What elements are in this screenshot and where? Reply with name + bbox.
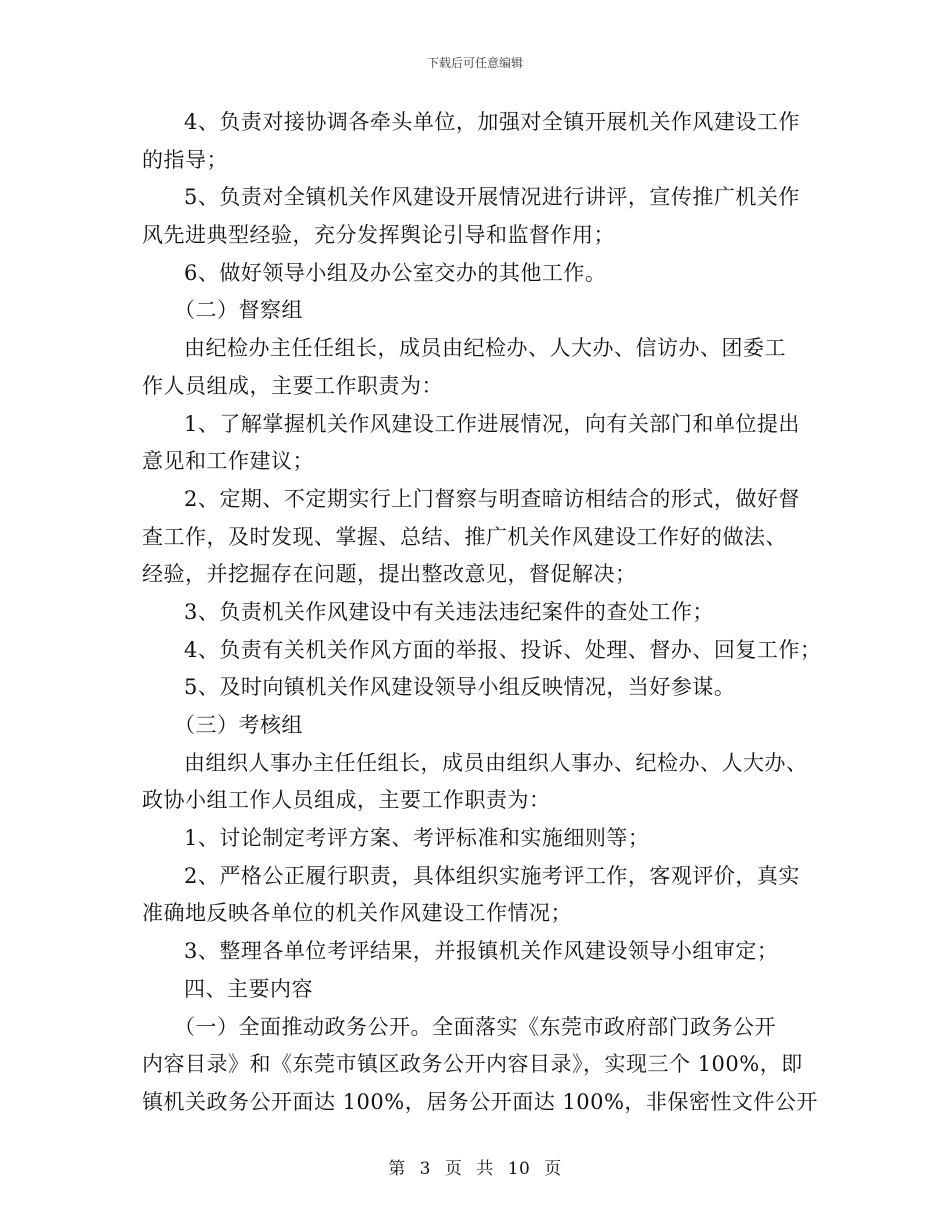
text-line: 四、主要内容 [184, 976, 313, 1001]
text-line: （二）督察组 [174, 298, 303, 323]
text-line: 查工作，及时发现、掌握、总结、推广机关作风建设工作好的做法、 [142, 524, 787, 549]
text-line: 由组织人事办主任任组长，成员由组织人事办、纪检办、人大办、 [184, 750, 808, 775]
document-body [142, 104, 822, 1122]
footer-suffix: 页 [544, 1159, 562, 1179]
text-line: 5、及时向镇机关作风建设领导小组反映情况，当好参谋。 [184, 675, 736, 700]
text-line: 6、做好领导小组及办公室交办的其他工作。 [184, 260, 607, 285]
page-header: 下载后可任意编辑 [426, 56, 523, 70]
text-line: （一）全面推动政务公开。全面落实《东莞市政府部门政务公开 [174, 1014, 776, 1039]
text-line: 3、整理各单位考评结果，并报镇机关作风建设领导小组审定； [184, 939, 779, 964]
text-line: 2、严格公正履行职责，具体组织实施考评工作，客观评价，真实 [184, 863, 800, 888]
footer-total-word: 共 [476, 1159, 494, 1179]
text-line: 1、了解掌握机关作风建设工作进展情况，向有关部门和单位提出 [184, 411, 800, 436]
text-line: 由纪检办主任任组长，成员由纪检办、人大办、信访办、团委工 [184, 336, 786, 361]
text-line: 1、讨论制定考评方案、考评标准和实施细则等； [184, 826, 650, 851]
text-line: 的指导； [142, 147, 228, 172]
text-line: 风先进典型经验，充分发挥舆论引导和监督作用； [142, 223, 615, 248]
text-line: 内容目录》和《东莞市镇区政务公开内容目录》，实现三个 100%，即 [142, 1052, 803, 1077]
text-line: 经验，并挖掘存在问题，提出整改意见，督促解决； [142, 562, 637, 587]
text-line: 4、负责有关机关作风方面的举报、投诉、处理、督办、回复工作； [184, 637, 822, 662]
text-line: 意见和工作建议； [142, 449, 314, 474]
footer-page-word: 页 [444, 1159, 463, 1179]
footer-total-pages: 10 [507, 1159, 531, 1179]
footer-page-number: 3 [419, 1159, 431, 1179]
text-line: （三）考核组 [174, 713, 303, 737]
page-footer [0, 1154, 950, 1179]
text-line: 准确地反映各单位的机关作风建设工作情况； [142, 901, 572, 926]
text-line: 4、负责对接协调各牵头单位，加强对全镇开展机关作风建设工作 [184, 110, 800, 134]
text-line: 5、负责对全镇机关作风建设开展情况进行讲评，宣传推广机关作 [184, 185, 800, 210]
text-line: 政协小组工作人员组成，主要工作职责为： [142, 788, 551, 813]
text-line: 作人员组成，主要工作职责为： [142, 373, 443, 398]
footer-prefix: 第 [388, 1159, 406, 1179]
text-line: 镇机关政务公开面达 100%，居务公开面达 100%，非保密性文件公开 [142, 1089, 818, 1114]
text-line: 3、负责机关作风建设中有关违法违纪案件的查处工作； [184, 599, 714, 624]
text-line: 2、定期、不定期实行上门督察与明查暗访相结合的形式，做好督 [184, 486, 800, 511]
